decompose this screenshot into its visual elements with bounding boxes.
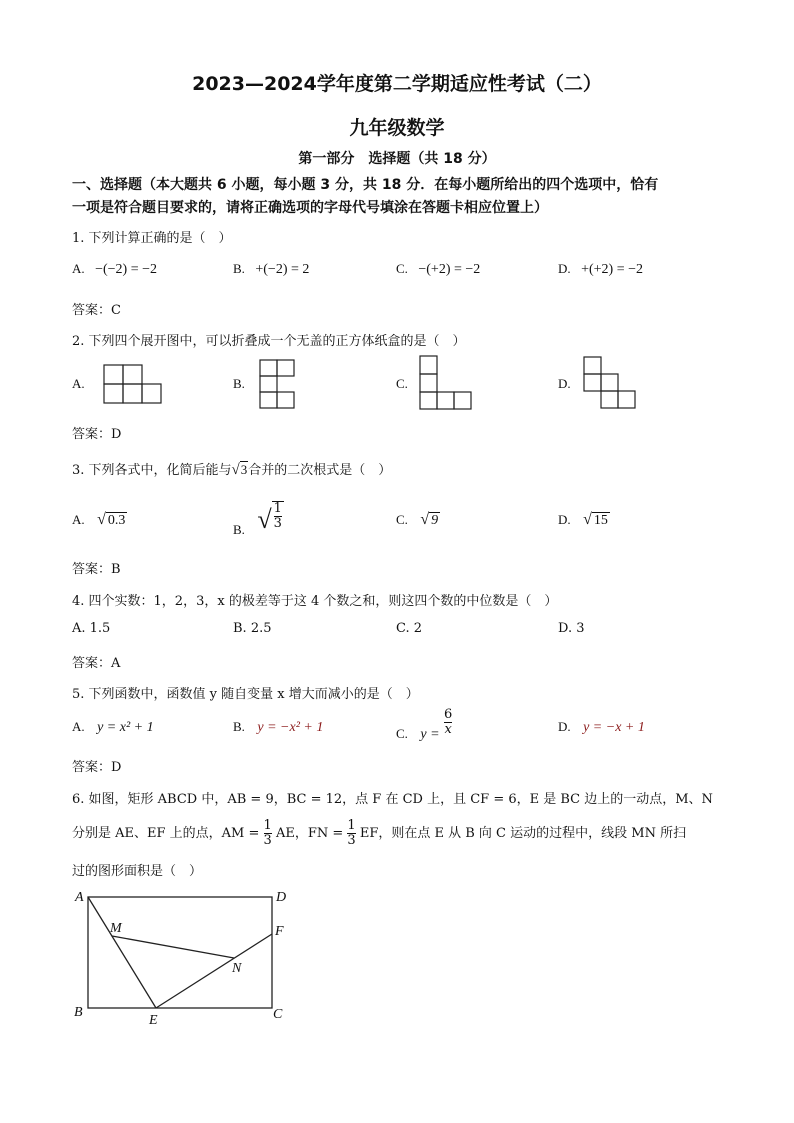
q3-stem-before: 3. 下列各式中，化简后能与 <box>72 463 232 478</box>
fraction <box>272 501 284 531</box>
fraction <box>444 708 452 737</box>
label-n: N <box>232 961 242 976</box>
denominator: 3 <box>273 516 282 531</box>
option-expression: +(−2) = 2 <box>255 262 310 277</box>
sqrt-symbol: √ <box>583 511 592 528</box>
q1-option-d <box>558 261 643 278</box>
q4-option-d: D. 3 <box>558 621 585 636</box>
sqrt-symbol: √ <box>420 511 430 528</box>
option-label: C. <box>396 261 408 276</box>
option-label: A. <box>72 512 85 527</box>
q2-answer: 答案：D <box>72 427 122 442</box>
q6-line2-mid2: EF，则在点 E 从 B 向 C 运动的过程中，线段 MN 所扫 <box>359 826 687 841</box>
q3-option-a <box>72 511 127 529</box>
option-expression: y = −x + 1 <box>583 720 645 735</box>
q5-option-b <box>233 719 323 736</box>
option-label: D. <box>558 719 571 734</box>
q3-stem <box>72 459 391 479</box>
q4-answer: 答案：A <box>72 656 121 671</box>
option-label: C. <box>396 725 408 741</box>
q1-option-b <box>233 261 309 278</box>
q2-option-d-label: D. <box>558 376 571 391</box>
q5-option-c <box>396 707 453 742</box>
q4-option-a: A. 1.5 <box>72 621 111 636</box>
option-expression: y = −x² + 1 <box>257 720 324 735</box>
q2-option-a-label: A. <box>72 376 85 391</box>
q2-option-b-label: B. <box>233 376 245 391</box>
option-label: B. <box>233 522 245 537</box>
q4-stem: 4. 四个实数：1，2，3，x 的极差等于这 4 个数之和，则这四个数的中位数是（ ） <box>72 594 558 609</box>
sqrt-symbol: √ <box>231 462 240 478</box>
segment-ef <box>156 934 272 1008</box>
q2-net-b <box>258 358 298 412</box>
numerator: 6 <box>444 707 453 722</box>
label-a: A <box>75 890 84 905</box>
q6-rectangle-diagram <box>70 885 300 1030</box>
q6-line2-mid1: AE，FN = <box>275 826 344 841</box>
q2-net-c <box>418 354 478 412</box>
fraction-am <box>264 819 272 848</box>
q3-option-c <box>396 511 440 529</box>
q6-line2 <box>72 819 686 848</box>
q1-stem: 1. 下列计算正确的是（ ） <box>72 231 232 246</box>
fraction-fn <box>347 819 355 848</box>
q6-line3: 过的图形面积是（ ） <box>72 864 203 879</box>
q6-line1: 6. 如图，矩形 ABCD 中，AB = 9，BC = 12，点 F 在 CD 上，且 CF = 6，E 是 BC 边上的一动点，M、N <box>72 792 713 807</box>
option-label: D. <box>558 512 571 527</box>
q5-answer: 答案：D <box>72 760 122 775</box>
q1-option-c <box>396 261 480 278</box>
denominator: 3 <box>263 833 272 848</box>
q1-answer: 答案：C <box>72 303 121 318</box>
q2-option-c-label: C. <box>396 376 408 391</box>
option-expression: −(−2) = −2 <box>95 262 157 277</box>
label-d: D <box>276 890 287 905</box>
segment-mn <box>112 936 234 958</box>
radicand: 0.3 <box>107 513 126 528</box>
exam-subtitle: 九年级数学 <box>349 117 445 139</box>
q4-option-b: B. 2.5 <box>233 621 272 636</box>
label-m: M <box>110 921 122 936</box>
q3-stem-after: 合并的二次根式是（ ） <box>248 463 392 478</box>
denominator: 3 <box>347 833 356 848</box>
option-label: A. <box>72 719 85 734</box>
option-label: A. <box>72 261 85 276</box>
option-expression: +(+2) = −2 <box>581 262 643 277</box>
option-label: D. <box>558 261 571 276</box>
section-instructions-line1: 一、选择题（本大题共 6 小题，每小题 3 分，共 18 分．在每小题所给出的四个选项中，恰有 <box>72 177 659 193</box>
numerator: 1 <box>273 501 282 516</box>
q2-net-a <box>100 363 164 405</box>
q5-option-d <box>558 719 645 736</box>
exam-title: 2023—2024学年度第二学期适应性考试（二） <box>192 73 602 95</box>
option-expression: y = x² + 1 <box>97 720 154 735</box>
option-label: B. <box>233 719 245 734</box>
q3-stem-radicand: 3 <box>240 462 248 477</box>
rectangle-abcd <box>88 897 272 1008</box>
q6-line2-pre: 分别是 AE、EF 上的点，AM = <box>72 826 260 841</box>
label-c: C <box>273 1007 283 1022</box>
radicand: 15 <box>593 513 608 528</box>
denominator: x <box>444 722 452 737</box>
radicand: 9 <box>431 513 439 528</box>
label-f: F <box>275 924 284 939</box>
q1-option-a <box>72 261 157 278</box>
q3-answer: 答案：B <box>72 562 121 577</box>
label-e: E <box>149 1013 158 1028</box>
numerator: 1 <box>347 818 356 833</box>
option-expression: −(+2) = −2 <box>418 262 481 277</box>
q3-option-b <box>233 497 284 537</box>
q4-option-c: C. 2 <box>396 621 423 636</box>
label-b: B <box>74 1005 83 1020</box>
q3-option-d <box>558 511 610 529</box>
segment-ae <box>88 897 156 1008</box>
sqrt-symbol: √ <box>257 505 272 534</box>
sqrt-symbol: √ <box>97 511 106 528</box>
q2-stem: 2. 下列四个展开图中，可以折叠成一个无盖的正方体纸盒的是（ ） <box>72 334 466 349</box>
q5-option-a <box>72 719 154 736</box>
q5-stem: 5. 下列函数中，函数值 y 随自变量 x 增大而减小的是（ ） <box>72 687 419 702</box>
option-label: C. <box>396 512 408 527</box>
part-heading: 第一部分 选择题（共 18 分） <box>298 151 496 167</box>
q2-net-d <box>582 355 642 413</box>
option-label: B. <box>233 261 245 276</box>
section-instructions-line2: 一项是符合题目要求的，请将正确选项的字母代号填涂在答题卡相应位置上） <box>72 200 548 216</box>
numerator: 1 <box>263 818 272 833</box>
option-lhs: y = <box>420 726 440 742</box>
